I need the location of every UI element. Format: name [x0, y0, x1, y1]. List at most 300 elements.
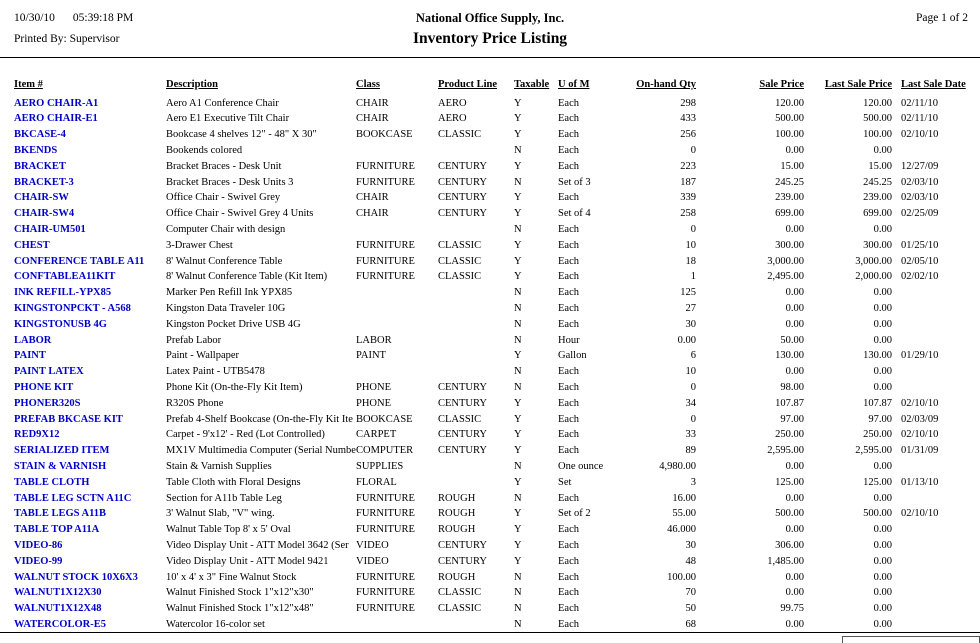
table-cell: Set of 2: [558, 508, 591, 520]
table-cell: Gallon: [558, 350, 587, 362]
table-cell: ROUGH: [438, 492, 476, 504]
table-row: [14, 380, 980, 396]
table-cell: 125.00: [863, 476, 892, 488]
table-cell: N: [514, 223, 522, 235]
table-cell: Prefab Labor: [166, 334, 222, 346]
table-cell: CENTURY: [438, 397, 488, 409]
table-cell: 10: [685, 239, 696, 251]
table-cell: 02/03/10: [901, 192, 939, 204]
item-number-link[interactable]: TABLE TOP A11A: [14, 524, 100, 536]
table-cell: [892, 570, 980, 586]
table-cell: 250.00: [863, 429, 892, 441]
table-cell: 0.00: [785, 366, 804, 378]
table-cell: 0.00: [873, 287, 892, 299]
table-cell: 0.00: [873, 555, 892, 567]
print-date: 10/30/10: [14, 12, 55, 24]
table-cell: CHAIR: [356, 113, 389, 125]
table-cell: Y: [514, 555, 522, 567]
table-cell: Each: [558, 129, 579, 141]
table-cell: Kingston Data Traveler 10G: [166, 302, 286, 314]
table-cell: Section for A11b Table Leg: [166, 492, 282, 504]
table-cell: Each: [558, 381, 579, 393]
footer-divider: [0, 632, 980, 633]
table-cell: Y: [514, 239, 522, 251]
table-cell: 48: [685, 555, 696, 567]
table-cell: Y: [514, 192, 522, 204]
table-cell: 100.00: [775, 129, 804, 141]
table-cell: FURNITURE: [356, 160, 415, 172]
table-cell: 10: [685, 366, 696, 378]
table-cell: 97.00: [868, 413, 892, 425]
table-cell: Walnut Table Top 8' x 5' Oval: [166, 524, 291, 536]
table-cell: Y: [514, 160, 522, 172]
table-cell: Each: [558, 539, 579, 551]
table-cell: 699.00: [775, 208, 804, 220]
table-cell: 0.00: [873, 318, 892, 330]
table-cell: 0.00: [873, 381, 892, 393]
item-number-link[interactable]: TABLE CLOTH: [14, 476, 90, 488]
table-cell: Y: [514, 129, 522, 141]
table-cell: Y: [514, 539, 522, 551]
table-cell: 02/10/10: [901, 429, 939, 441]
table-row: [14, 507, 980, 523]
table-cell: Each: [558, 144, 579, 156]
item-number-link[interactable]: BRACKET-3: [14, 176, 74, 188]
table-cell: Walnut Finished Stock 1"x12"x48": [166, 603, 314, 615]
table-cell: N: [514, 287, 522, 299]
item-number-link[interactable]: BRACKET: [14, 160, 66, 172]
table-cell: CENTURY: [438, 208, 488, 220]
table-cell: 306.00: [775, 539, 804, 551]
table-row: [14, 459, 980, 475]
table-cell: FURNITURE: [356, 603, 415, 615]
item-number-link[interactable]: TABLE LEG SCTN A11C: [14, 492, 132, 504]
column-header: U of M: [558, 79, 590, 91]
item-number-link[interactable]: RED9X12: [14, 429, 60, 441]
table-cell: 0.00: [873, 366, 892, 378]
table-cell: [356, 365, 438, 381]
item-number-link[interactable]: CONFERENCE TABLE A11: [14, 255, 145, 267]
table-cell: CENTURY: [438, 176, 488, 188]
table-cell: 0.00: [677, 334, 696, 346]
table-cell: BOOKCASE: [356, 129, 413, 141]
table-cell: Y: [514, 271, 522, 283]
table-row: [14, 554, 980, 570]
item-number-link[interactable]: STAIN & VARNISH: [14, 460, 107, 472]
table-cell: Y: [514, 476, 522, 488]
table-cell: Each: [558, 571, 579, 583]
table-cell: 02/05/10: [901, 255, 939, 267]
table-cell: Watercolor 16-color set: [166, 618, 265, 630]
table-cell: 27: [685, 302, 696, 314]
table-cell: [356, 617, 438, 633]
table-cell: CENTURY: [438, 429, 488, 441]
table-cell: PHONE: [356, 381, 392, 393]
table-cell: Bracket Braces - Desk Unit: [166, 160, 282, 172]
table-cell: Walnut Finished Stock 1"x12"x30": [166, 587, 314, 599]
table-cell: Stain & Varnish Supplies: [166, 460, 272, 472]
table-cell: 0.00: [785, 302, 804, 314]
table-cell: [356, 222, 438, 238]
table-cell: Each: [558, 618, 579, 630]
table-cell: [892, 143, 980, 159]
table-row: [14, 586, 980, 602]
table-row: [14, 396, 980, 412]
table-cell: [438, 222, 510, 238]
table-cell: CHAIR: [356, 208, 389, 220]
table-cell: 02/11/10: [901, 113, 938, 125]
item-number-link[interactable]: KINGSTONPCKT - A568: [14, 302, 131, 314]
table-cell: PHONE: [356, 397, 392, 409]
table-cell: 0.00: [785, 618, 804, 630]
table-cell: Each: [558, 445, 579, 457]
table-cell: 18: [685, 255, 696, 267]
table-row: [14, 317, 980, 333]
table-cell: Y: [514, 429, 522, 441]
table-row: [14, 286, 980, 302]
table-cell: 0.00: [785, 223, 804, 235]
table-cell: LABOR: [356, 334, 392, 346]
table-cell: 0.00: [873, 302, 892, 314]
table-cell: Office Chair - Swivel Grey: [166, 192, 281, 204]
table-cell: 16.00: [672, 492, 696, 504]
table-cell: 15.00: [868, 160, 892, 172]
table-cell: 239.00: [775, 192, 804, 204]
table-cell: Y: [514, 413, 522, 425]
company-name: National Office Supply, Inc.: [415, 11, 565, 25]
table-cell: Bracket Braces - Desk Units 3: [166, 176, 294, 188]
table-cell: Each: [558, 429, 579, 441]
table-cell: CLASSIC: [438, 413, 482, 425]
table-cell: 107.87: [863, 397, 892, 409]
table-cell: 99.75: [780, 603, 804, 615]
item-number-link[interactable]: TABLE LEGS A11B: [14, 508, 107, 520]
table-cell: 0.00: [873, 524, 892, 536]
table-cell: [438, 475, 510, 491]
table-cell: [892, 586, 980, 602]
table-cell: 3,000.00: [855, 255, 892, 267]
table-cell: 0: [690, 413, 696, 425]
item-number-link[interactable]: VIDEO-86: [14, 539, 63, 551]
table-row: [14, 570, 980, 586]
table-cell: Each: [558, 160, 579, 172]
table-cell: 125.00: [775, 476, 804, 488]
table-cell: [356, 317, 438, 333]
table-row: [14, 475, 980, 491]
table-cell: 339: [680, 192, 696, 204]
table-cell: 34: [685, 397, 696, 409]
table-row: [14, 159, 980, 175]
table-cell: CENTURY: [438, 160, 488, 172]
item-number-link[interactable]: SERIALIZED ITEM: [14, 445, 110, 457]
table-cell: 02/10/10: [901, 129, 939, 141]
table-cell: One ounce: [558, 460, 604, 472]
table-cell: SUPPLIES: [356, 460, 404, 472]
table-cell: 30: [685, 539, 696, 551]
table-cell: 15.00: [780, 160, 804, 172]
item-number-link[interactable]: CONFTABLEA11KIT: [14, 271, 116, 283]
table-cell: FURNITURE: [356, 271, 415, 283]
table-cell: 3-Drawer Chest: [166, 239, 233, 251]
table-cell: 0.00: [785, 287, 804, 299]
table-cell: ROUGH: [438, 508, 476, 520]
item-number-link[interactable]: PHONER320S: [14, 397, 81, 409]
item-number-link[interactable]: CHAIR-UM501: [14, 223, 86, 235]
item-number-link[interactable]: AERO CHAIR-E1: [14, 113, 98, 125]
table-cell: CHAIR: [356, 97, 389, 109]
table-cell: 130.00: [863, 350, 892, 362]
table-cell: 0.00: [785, 524, 804, 536]
table-cell: 100.00: [667, 571, 696, 583]
table-cell: Latex Paint - UTB5478: [166, 366, 265, 378]
table-cell: [892, 380, 980, 396]
table-cell: 55.00: [672, 508, 696, 520]
table-row: [14, 222, 980, 238]
item-number-link[interactable]: VIDEO-99: [14, 555, 63, 567]
table-cell: Kingston Pocket Drive USB 4G: [166, 318, 301, 330]
table-cell: 500.00: [863, 113, 892, 125]
table-cell: 02/02/10: [901, 271, 939, 283]
table-cell: Each: [558, 397, 579, 409]
table-cell: ROUGH: [438, 524, 476, 536]
table-cell: Each: [558, 524, 579, 536]
table-cell: 699.00: [863, 208, 892, 220]
table-cell: 500.00: [775, 508, 804, 520]
table-row: [14, 428, 980, 444]
table-row: [14, 617, 980, 633]
table-cell: 30: [685, 318, 696, 330]
table-cell: 300.00: [775, 239, 804, 251]
table-cell: [438, 617, 510, 633]
table-cell: Phone Kit (On-the-Fly Kit Item): [166, 381, 303, 393]
table-row: [14, 128, 980, 144]
table-cell: FLORAL: [356, 476, 397, 488]
table-cell: 8' Walnut Conference Table (Kit Item): [166, 271, 328, 283]
item-number-link[interactable]: AERO CHAIR-A1: [14, 97, 99, 109]
table-row: [14, 175, 980, 191]
table-cell: Prefab 4-Shelf Bookcase (On-the-Fly Kit Ite: [166, 413, 353, 425]
table-row: [14, 238, 980, 254]
table-cell: Y: [514, 524, 522, 536]
table-cell: 258: [680, 208, 696, 220]
table-cell: 239.00: [863, 192, 892, 204]
table-cell: Hour: [558, 334, 580, 346]
table-cell: [892, 317, 980, 333]
table-cell: 0: [690, 223, 696, 235]
column-header: Class: [356, 79, 380, 91]
table-cell: 0.00: [873, 587, 892, 599]
table-cell: CLASSIC: [438, 271, 482, 283]
table-cell: N: [514, 603, 522, 615]
printed-by: Printed By: Supervisor: [14, 33, 120, 45]
table-cell: 02/25/09: [901, 208, 939, 220]
item-number-link[interactable]: CHEST: [14, 239, 50, 251]
table-cell: 130.00: [775, 350, 804, 362]
item-number-link[interactable]: PREFAB BKCASE KIT: [14, 413, 123, 425]
table-cell: 1,485.00: [767, 555, 804, 567]
item-number-link[interactable]: BKCASE-4: [14, 129, 66, 141]
table-cell: Bookends colored: [166, 144, 243, 156]
table-cell: Paint - Wallpaper: [166, 350, 240, 362]
table-cell: Video Display Unit - ATT Model 9421: [166, 555, 329, 567]
table-row: [14, 523, 980, 539]
table-cell: 300.00: [863, 239, 892, 251]
table-cell: 0.00: [873, 603, 892, 615]
table-cell: N: [514, 381, 522, 393]
table-cell: Each: [558, 113, 579, 125]
table-row: [14, 96, 980, 112]
table-cell: VIDEO: [356, 539, 389, 551]
table-cell: N: [514, 334, 522, 346]
table-cell: CENTURY: [438, 539, 488, 551]
table-cell: 0.00: [873, 144, 892, 156]
item-number-link[interactable]: PHONE KIT: [14, 381, 74, 393]
table-cell: [438, 301, 510, 317]
inventory-table: [14, 68, 980, 633]
column-header: Taxable: [514, 79, 550, 91]
item-number-link[interactable]: BKENDS: [14, 144, 58, 156]
table-cell: [438, 459, 510, 475]
table-cell: 245.25: [775, 176, 804, 188]
table-cell: CENTURY: [438, 555, 488, 567]
table-cell: 0.00: [873, 334, 892, 346]
table-cell: 1: [690, 271, 696, 283]
table-cell: 0.00: [785, 144, 804, 156]
table-cell: MX1V Multimedia Computer (Serial Numbe: [166, 445, 356, 457]
table-cell: 98.00: [780, 381, 804, 393]
table-cell: 50.00: [780, 334, 804, 346]
table-cell: CENTURY: [438, 445, 488, 457]
table-cell: Y: [514, 113, 522, 125]
table-cell: 02/11/10: [901, 97, 938, 109]
table-cell: 0.00: [873, 539, 892, 551]
table-cell: N: [514, 460, 522, 472]
item-number-link[interactable]: WALNUT1X12X48: [14, 603, 102, 615]
table-row: [14, 207, 980, 223]
table-cell: Each: [558, 97, 579, 109]
table-cell: 3: [690, 476, 696, 488]
table-cell: 0.00: [785, 460, 804, 472]
table-cell: 500.00: [775, 113, 804, 125]
table-cell: 256: [680, 129, 696, 141]
table-cell: 0.00: [873, 571, 892, 583]
table-cell: CHAIR: [356, 192, 389, 204]
table-cell: FURNITURE: [356, 176, 415, 188]
table-cell: [356, 301, 438, 317]
table-row: [14, 538, 980, 554]
table-row: [14, 143, 980, 159]
table-cell: 223: [680, 160, 696, 172]
print-time: 05:39:18 PM: [72, 12, 134, 24]
item-number-link[interactable]: CHAIR-SW: [14, 192, 69, 204]
table-cell: [438, 365, 510, 381]
table-cell: 3' Walnut Slab, "V" wing.: [166, 508, 275, 520]
table-cell: 8' Walnut Conference Table: [166, 255, 283, 267]
column-header: Product Line: [438, 79, 498, 91]
item-number-link[interactable]: INK REFILL-YPX85: [14, 287, 112, 299]
table-cell: 89: [685, 445, 696, 457]
table-cell: [892, 554, 980, 570]
table-cell: Y: [514, 508, 522, 520]
item-number-link[interactable]: WALNUT1X12X30: [14, 587, 102, 599]
item-number-link[interactable]: KINGSTONUSB 4G: [14, 318, 107, 330]
header-divider: [0, 57, 980, 58]
column-header: Item #: [14, 79, 43, 91]
table-cell: 0.00: [785, 492, 804, 504]
table-cell: 02/03/09: [901, 413, 939, 425]
table-cell: Aero A1 Conference Chair: [166, 97, 279, 109]
table-cell: Y: [514, 445, 522, 457]
table-cell: Y: [514, 350, 522, 362]
table-cell: [892, 333, 980, 349]
item-number-link[interactable]: WALNUT STOCK 10X6X3: [14, 571, 138, 583]
table-cell: 6: [690, 350, 696, 362]
table-cell: 125: [680, 287, 696, 299]
table-cell: Set: [558, 476, 572, 488]
table-cell: 0.00: [873, 492, 892, 504]
table-cell: Bookcase 4 shelves 12" - 48" X 30": [166, 129, 317, 141]
item-number-link[interactable]: PAINT LATEX: [14, 366, 84, 378]
table-row: [14, 444, 980, 460]
table-cell: Aero E1 Executive Tilt Chair: [166, 113, 290, 125]
table-cell: Table Cloth with Floral Designs: [166, 476, 301, 488]
column-header: Last Sale Price: [824, 79, 892, 91]
table-cell: 250.00: [775, 429, 804, 441]
table-cell: Each: [558, 223, 579, 235]
table-cell: 02/10/10: [901, 508, 939, 520]
table-cell: 02/03/10: [901, 176, 939, 188]
table-cell: [356, 286, 438, 302]
table-cell: Video Display Unit - ATT Model 3642 (Ser: [166, 539, 349, 551]
table-cell: VIDEO: [356, 555, 389, 567]
table-cell: CENTURY: [438, 381, 488, 393]
table-cell: 2,595.00: [767, 445, 804, 457]
table-cell: CENTURY: [438, 192, 488, 204]
table-cell: Y: [514, 208, 522, 220]
table-cell: FURNITURE: [356, 524, 415, 536]
table-cell: AERO: [438, 97, 467, 109]
table-cell: 50: [685, 603, 696, 615]
table-cell: N: [514, 144, 522, 156]
table-cell: FURNITURE: [356, 492, 415, 504]
table-cell: R320S Phone: [166, 397, 224, 409]
item-number-link[interactable]: CHAIR-SW4: [14, 208, 75, 220]
table-cell: [892, 286, 980, 302]
table-cell: BOOKCASE: [356, 413, 413, 425]
table-cell: 187: [680, 176, 696, 188]
item-number-link[interactable]: WATERCOLOR-E5: [14, 618, 106, 630]
item-number-link[interactable]: LABOR: [14, 334, 52, 346]
table-cell: Each: [558, 255, 579, 267]
table-cell: Each: [558, 271, 579, 283]
table-cell: [438, 143, 510, 159]
table-row: [14, 333, 980, 349]
table-cell: [892, 459, 980, 475]
table-cell: Y: [514, 255, 522, 267]
table-cell: CLASSIC: [438, 239, 482, 251]
table-cell: 01/25/10: [901, 239, 939, 251]
table-cell: 245.25: [863, 176, 892, 188]
table-cell: [892, 222, 980, 238]
table-cell: Each: [558, 287, 579, 299]
table-cell: 0: [690, 144, 696, 156]
table-cell: N: [514, 587, 522, 599]
table-cell: 46.000: [667, 524, 696, 536]
table-cell: [356, 143, 438, 159]
table-cell: [892, 602, 980, 618]
item-number-link[interactable]: PAINT: [14, 350, 46, 362]
table-cell: N: [514, 176, 522, 188]
